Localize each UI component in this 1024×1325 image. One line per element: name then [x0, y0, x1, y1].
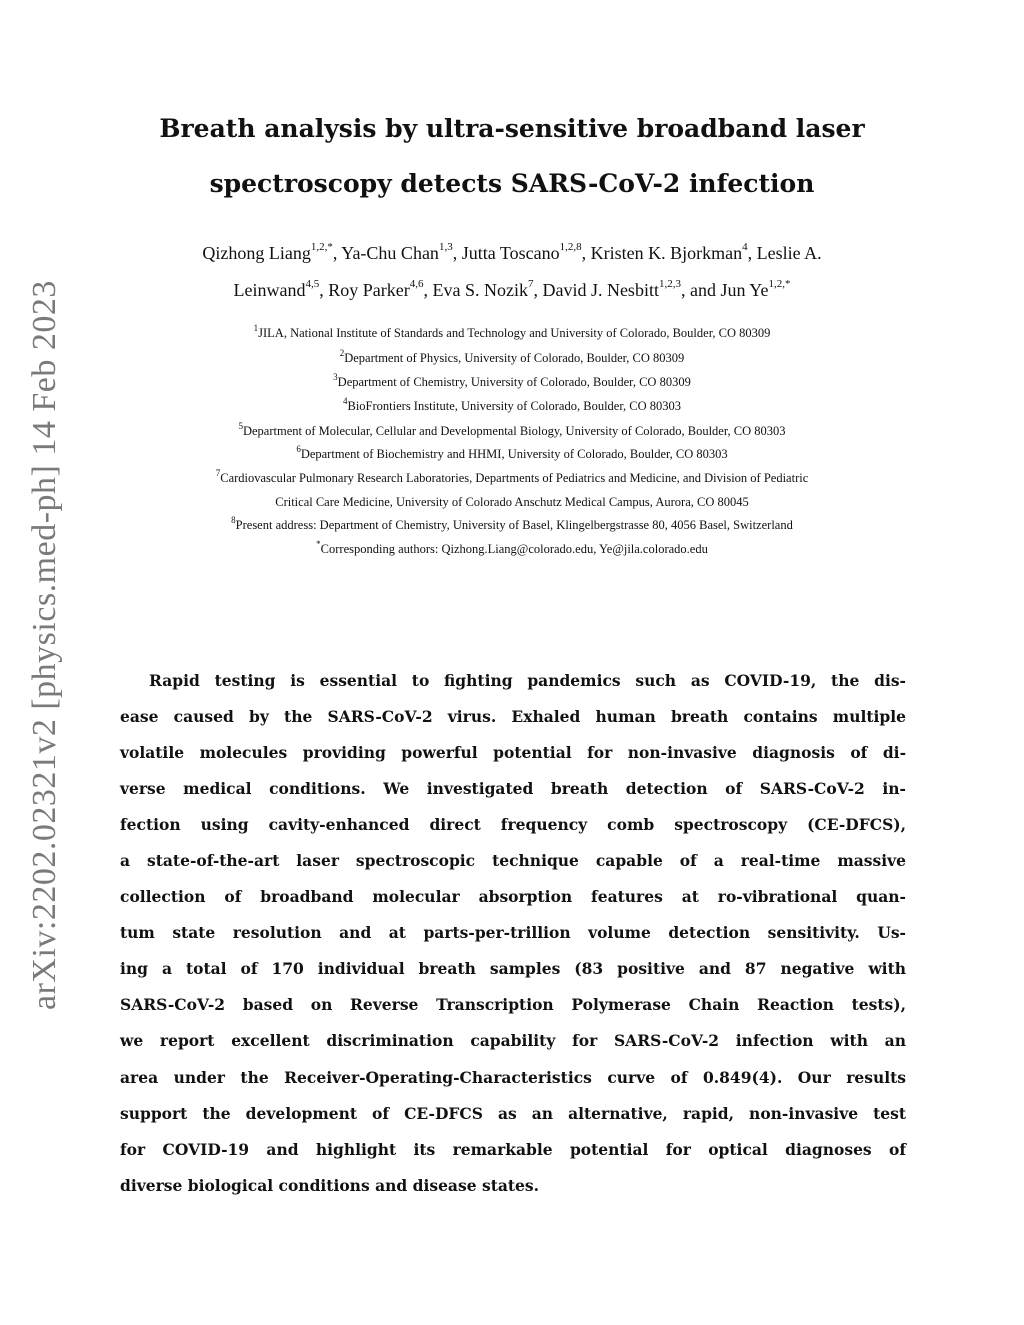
author-list-line-2: Leinwand$^{4,5}$, Roy Parker$^{4,6}$, Eva S. Nozik$^7$, David J. Nesbitt$^{1,2,3}$, and Jun $Ye^{1,2,*}$	[233, 278, 791, 300]
author-affiliation-marker: 4,6	[409, 278, 424, 290]
abstract-line: a state-of-the-art laser spectroscopic technique capable of a real-time massive	[120, 851, 906, 870]
affiliation-text: JILA, National Institute of Standards and Technology and University of Colorado, Boulder, CO 80309	[258, 326, 771, 340]
author-affiliation-marker: 1,2,*	[768, 278, 791, 290]
corresponding-authors-text: Corresponding authors: Qizhong.Liang@colorado.edu, Ye@jila.colorado.edu	[320, 542, 708, 556]
abstract-line: fection using cavity-enhanced direct frequency comb spectroscopy (CE-DFCS),	[120, 815, 906, 834]
abstract-line: Rapid testing is essential to fighting pandemics such as COVID-19, the dis-	[149, 671, 906, 690]
author-list-line-1: Qizhong Liang$^{1,2,*}$, Ya-Chu Chan$^{1,3}$, Jutta Toscano$^{1,2,8}$, Kristen K. Bjorkman$^4$, Leslie A.	[202, 241, 822, 263]
author-name-part: Leslie A.	[756, 243, 822, 263]
author-name: Jutta Toscano	[461, 243, 560, 263]
author-affiliation-marker: 1,2,8	[559, 241, 582, 253]
abstract-line: support the development of CE-DFCS as an alternative, rapid, non-invasive test	[120, 1104, 906, 1123]
affiliation-7	[100, 467, 924, 486]
affiliation-6	[100, 443, 924, 462]
author-affiliation-marker: 4,5	[305, 278, 320, 290]
affiliation-text: Present address: Department of Chemistry, University of Basel, Klingelbergstrasse 80, 4056 Basel, Switzerland	[235, 518, 793, 532]
abstract-line: area under the Receiver-Operating-Characteristics curve of 0.849(4). Our results	[120, 1068, 906, 1087]
affiliation-marker: 6	[296, 443, 301, 454]
corresponding-authors	[100, 538, 924, 557]
author-name: David J. Nesbitt	[542, 280, 659, 300]
affiliation-marker: 7	[215, 467, 221, 478]
affiliation-marker: *	[316, 538, 321, 549]
abstract-line: ease caused by the SARS-CoV-2 virus. Exhaled human breath contains multiple	[120, 707, 906, 726]
abstract-line: SARS-CoV-2 based on Reverse Transcription Polymerase Chain Reaction tests),	[120, 995, 906, 1014]
affiliation-marker: 3	[333, 371, 338, 382]
affiliation-text: Department of Biochemistry and HHMI, University of Colorado, Boulder, CO 80303	[300, 447, 728, 461]
affiliation-7-continuation: Critical Care Medicine, University of Colorado Anschutz Medical Campus, Aurora, CO 80045	[275, 495, 749, 509]
affiliation-marker: 4	[342, 395, 348, 406]
abstract-line: collection of broadband molecular absorption features at ro-vibrational quan-	[120, 887, 906, 906]
affiliation-4	[100, 395, 924, 414]
affiliation-text: Department of Physics, University of Colorado, Boulder, CO 80309	[344, 351, 685, 365]
affiliation-1	[100, 322, 924, 341]
arxiv-identifier-stamp: arXiv:2202.02321v2 [physics.med-ph] 14 Feb 2023	[26, 280, 63, 1010]
author-affiliation-marker: 7	[527, 278, 534, 290]
paper-title-line-2: spectroscopy detects SARS-CoV-2 infection	[209, 169, 815, 198]
abstract-line: for COVID-19 and highlight its remarkable potential for optical diagnoses of	[120, 1140, 906, 1159]
affiliation-marker: 5	[238, 420, 243, 431]
abstract-line: verse medical conditions. We investigated breath detection of SARS-CoV-2 in-	[120, 779, 906, 798]
affiliation-2	[100, 347, 924, 366]
paper-title-line-1: Breath analysis by ultra-sensitive broadband laser	[159, 114, 865, 143]
author-name: Ya-Chu Chan	[341, 243, 439, 263]
author-name: Jun Ye	[720, 280, 769, 300]
abstract-line: volatile molecules providing powerful potential for non-invasive diagnosis of di-	[120, 743, 906, 762]
affiliation-marker: 1	[253, 322, 259, 333]
affiliation-text: Department of Chemistry, University of Colorado, Boulder, CO 80309	[337, 375, 691, 389]
author-affiliation-marker: 1,2,3	[658, 278, 681, 290]
affiliation-text: Department of Molecular, Cellular and Developmental Biology, University of Colorado, Boulder, CO 80303	[242, 424, 786, 438]
affiliation-text: Cardiovascular Pulmonary Research Laboratories, Departments of Pediatrics and Medicine, and Division of Pediatric	[220, 471, 809, 485]
abstract-line: we report excellent discrimination capability for SARS-CoV-2 infection with an	[120, 1031, 906, 1050]
abstract-line: diverse biological conditions and disease states.	[120, 1176, 540, 1195]
abstract-line: ing a total of 170 individual breath samples (83 positive and 87 negative with	[120, 959, 906, 978]
author-name: Eva S. Nozik	[432, 280, 528, 300]
author-name: Kristen K. Bjorkman	[590, 243, 743, 263]
affiliation-8	[100, 514, 924, 533]
author-affiliation-marker: 1,3	[438, 241, 453, 253]
author-affiliation-marker: 1,2,*	[310, 241, 333, 253]
author-name-part: Leinwand	[233, 280, 306, 300]
affiliation-text: BioFrontiers Institute, University of Colorado, Boulder, CO 80303	[347, 399, 681, 413]
author-affiliation-marker: 4	[742, 241, 748, 253]
affiliation-marker: 8	[231, 514, 236, 525]
affiliation-marker: 2	[339, 347, 345, 358]
abstract-line: tum state resolution and at parts-per-trillion volume detection sensitivity. Us-	[120, 923, 906, 942]
affiliation-5	[100, 420, 924, 439]
author-name: Qizhong Liang	[202, 243, 311, 263]
affiliation-3	[100, 371, 924, 390]
author-name: Roy Parker	[328, 280, 410, 300]
